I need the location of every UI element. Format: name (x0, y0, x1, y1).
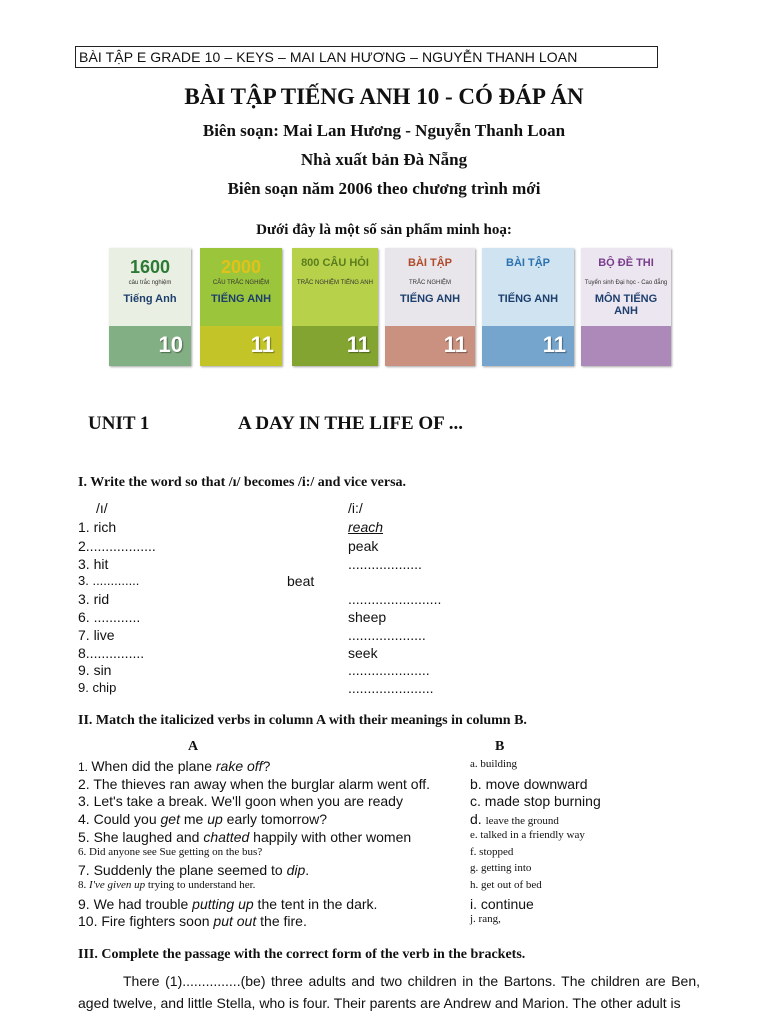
cover-title: 1600 (129, 257, 171, 277)
unit-title: A DAY IN THE LIFE OF ... (238, 413, 464, 434)
italic-verb: rake off (215, 758, 263, 774)
section1-word-a: 9. chip (78, 680, 117, 695)
match-number: 5. (78, 829, 94, 845)
book-cover (109, 248, 191, 366)
cover-grade-number: 11 (542, 332, 566, 357)
match-number: 1. (78, 760, 92, 774)
match-text: me (179, 811, 208, 827)
section1-word-a: 7. live (78, 627, 115, 643)
header-text: BÀI TẬP E GRADE 10 – KEYS – MAI LAN HƯƠNG – NGUYỄN THANH LOAN (79, 49, 578, 65)
match-text: happily with other women (249, 829, 412, 845)
section2-heading: II. Match the italicized verbs in column A with their meanings in column B. (78, 713, 527, 728)
cover-big-text: MÔN TIẾNG ANH (594, 293, 658, 317)
italic-verb: putting up (192, 896, 254, 912)
match-number: 10. (78, 913, 102, 929)
section1-word-a: 3. rid (78, 591, 110, 607)
cover-big-text: Tiếng Anh (123, 293, 177, 305)
match-text: Fire fighters soon (101, 913, 214, 929)
match-item-a (78, 758, 270, 774)
match-item-a (78, 862, 309, 878)
intro-line: Dưới đây là một số sản phẩm minh hoạ: (256, 222, 512, 238)
cover-subtitle: TRẮC NGHIỆM TIẾNG ANH (297, 280, 373, 286)
match-meaning-b: h. get out of bed (470, 879, 542, 891)
italic-verb: I've given up (89, 879, 146, 891)
section1-heading: I. Write the word so that /ı/ becomes /i:/ and vice versa. (78, 475, 407, 490)
section1-word-b: ........................ (348, 591, 442, 607)
match-meaning-b: g. getting into (470, 862, 532, 874)
match-meaning-b: b. move downward (470, 776, 588, 792)
match-text: When did the plane (91, 758, 216, 774)
cover-band (581, 326, 671, 366)
match-text: Let's take a break. We'll goon when you are ready (93, 793, 403, 809)
cover-subtitle: CÂU TRẮC NGHIỆM (212, 280, 270, 286)
section2-col-a-head: A (188, 739, 199, 754)
match-number: 4. (78, 811, 94, 827)
italic-verb: up (207, 811, 223, 827)
section1-word-b: .................... (348, 627, 426, 643)
cover-title: BỘ ĐỀ THI (598, 257, 654, 269)
section1-word-b: ...................... (348, 680, 434, 696)
section1-word-b: ................... (348, 556, 422, 572)
meaning-letter: d. (470, 811, 486, 827)
section1-word-b: peak (348, 538, 379, 554)
match-number: 3. (78, 793, 94, 809)
section1-word-a: 6. ............ (78, 609, 141, 625)
italic-verb: get (160, 811, 180, 827)
italic-verb: dip (286, 862, 306, 878)
section1-word-a: 3. hit (78, 556, 109, 572)
match-item-a (78, 879, 255, 891)
section1-word-a: 8............... (78, 645, 145, 661)
section1-word-a: 9. sin (78, 662, 112, 678)
document-header (75, 46, 658, 68)
section2-col-b-head: B (495, 739, 505, 754)
italic-verb: chatted (203, 829, 250, 845)
cover-big-text: TIẾNG ANH (210, 293, 272, 305)
authors-line: Biên soạn: Mai Lan Hương - Nguyễn Thanh Loan (202, 121, 566, 140)
book-cover (385, 248, 475, 366)
match-number: 6. (78, 846, 89, 858)
match-item-a (78, 896, 377, 912)
cover-title: BÀI TẬP (506, 257, 550, 269)
match-meaning-b (470, 811, 559, 827)
section1-word-b: seek (348, 645, 378, 661)
year-line: Biên soạn năm 2006 theo chương trình mới (227, 179, 541, 198)
book-cover (482, 248, 574, 366)
match-meaning-b: c. made stop burning (470, 793, 601, 809)
match-text: early tomorrow? (222, 811, 328, 827)
main-title: BÀI TẬP TIẾNG ANH 10 - CÓ ĐÁP ÁN (184, 84, 584, 109)
cover-subtitle: câu trắc nghiệm (128, 280, 172, 286)
book-cover (292, 248, 378, 366)
match-item-a (78, 793, 403, 809)
match-item-a (78, 811, 327, 827)
match-text: Did anyone see Sue getting on the bus? (89, 846, 263, 858)
match-number: 2. (78, 776, 94, 792)
section3-passage: There (1)...............(be) three adults and two children in the Bartons. The children are Ben, aged twelve, and little Stella, who is four. Their parents are Andrew and Marion. The other adult is (78, 973, 700, 1011)
section1-word-a: 1. rich (78, 519, 117, 535)
match-text: Suddenly the plane seemed to (93, 862, 287, 878)
book-cover (581, 248, 671, 366)
match-text: the tent in the dark. (253, 896, 378, 912)
match-meaning-b: a. building (470, 758, 518, 770)
cover-subtitle: Tuyển sinh Đại học - Cao đẳng (584, 280, 668, 286)
section3-heading: III. Complete the passage with the correct form of the verb in the brackets. (78, 947, 526, 962)
section1-col-b-head: /i:/ (348, 500, 363, 516)
match-text: The thieves ran away when the burglar alarm went off. (93, 776, 431, 792)
cover-grade-number: 10 (158, 332, 183, 357)
match-text: We had trouble (93, 896, 193, 912)
match-text: She laughed and (93, 829, 204, 845)
match-item-a (78, 776, 430, 792)
match-text: Could you (93, 811, 161, 827)
book-cover (200, 248, 282, 366)
match-text: ? (262, 758, 271, 774)
cover-big-text: TIẾNG ANH (399, 293, 461, 305)
match-number: 8. (78, 879, 89, 891)
cover-grade-number: 11 (443, 332, 467, 357)
cover-big-text: TIẾNG ANH (497, 293, 559, 305)
cover-subtitle: TRẮC NGHIỆM (409, 280, 451, 286)
section1-word-a: 2.................. (78, 538, 156, 554)
match-number: 7. (78, 862, 94, 878)
section1-col-a-head: /ı/ (96, 500, 108, 516)
section1-word-b: ..................... (348, 662, 430, 678)
match-item-a (78, 913, 307, 929)
unit-label: UNIT 1 (88, 413, 150, 434)
match-item-a (78, 846, 262, 858)
section1-word-b: beat (287, 573, 315, 589)
cover-title: 800 CÂU HỎI (301, 257, 369, 269)
match-number: 9. (78, 896, 94, 912)
meaning-text: leave the ground (485, 815, 559, 827)
cover-title: 2000 (220, 257, 262, 277)
match-text: trying to understand her. (145, 879, 256, 891)
match-text: . (305, 862, 310, 878)
match-meaning-b: j. rang, (470, 913, 501, 925)
match-meaning-b: f. stopped (470, 846, 514, 858)
cover-grade-number: 11 (250, 332, 274, 357)
match-item-a (78, 829, 411, 845)
publisher-line: Nhà xuất bản Đà Nẵng (300, 150, 468, 169)
italic-verb: put out (213, 913, 257, 929)
match-meaning-b: e. talked in a friendly way (470, 829, 585, 841)
cover-title: BÀI TẬP (408, 257, 452, 269)
match-meaning-b: i. continue (470, 896, 534, 912)
match-text: the fire. (256, 913, 307, 929)
section1-word-a: 3. ............. (78, 573, 140, 588)
cover-grade-number: 11 (346, 332, 370, 357)
section1-word-b: reach (348, 519, 384, 535)
section1-word-b: sheep (348, 609, 387, 625)
